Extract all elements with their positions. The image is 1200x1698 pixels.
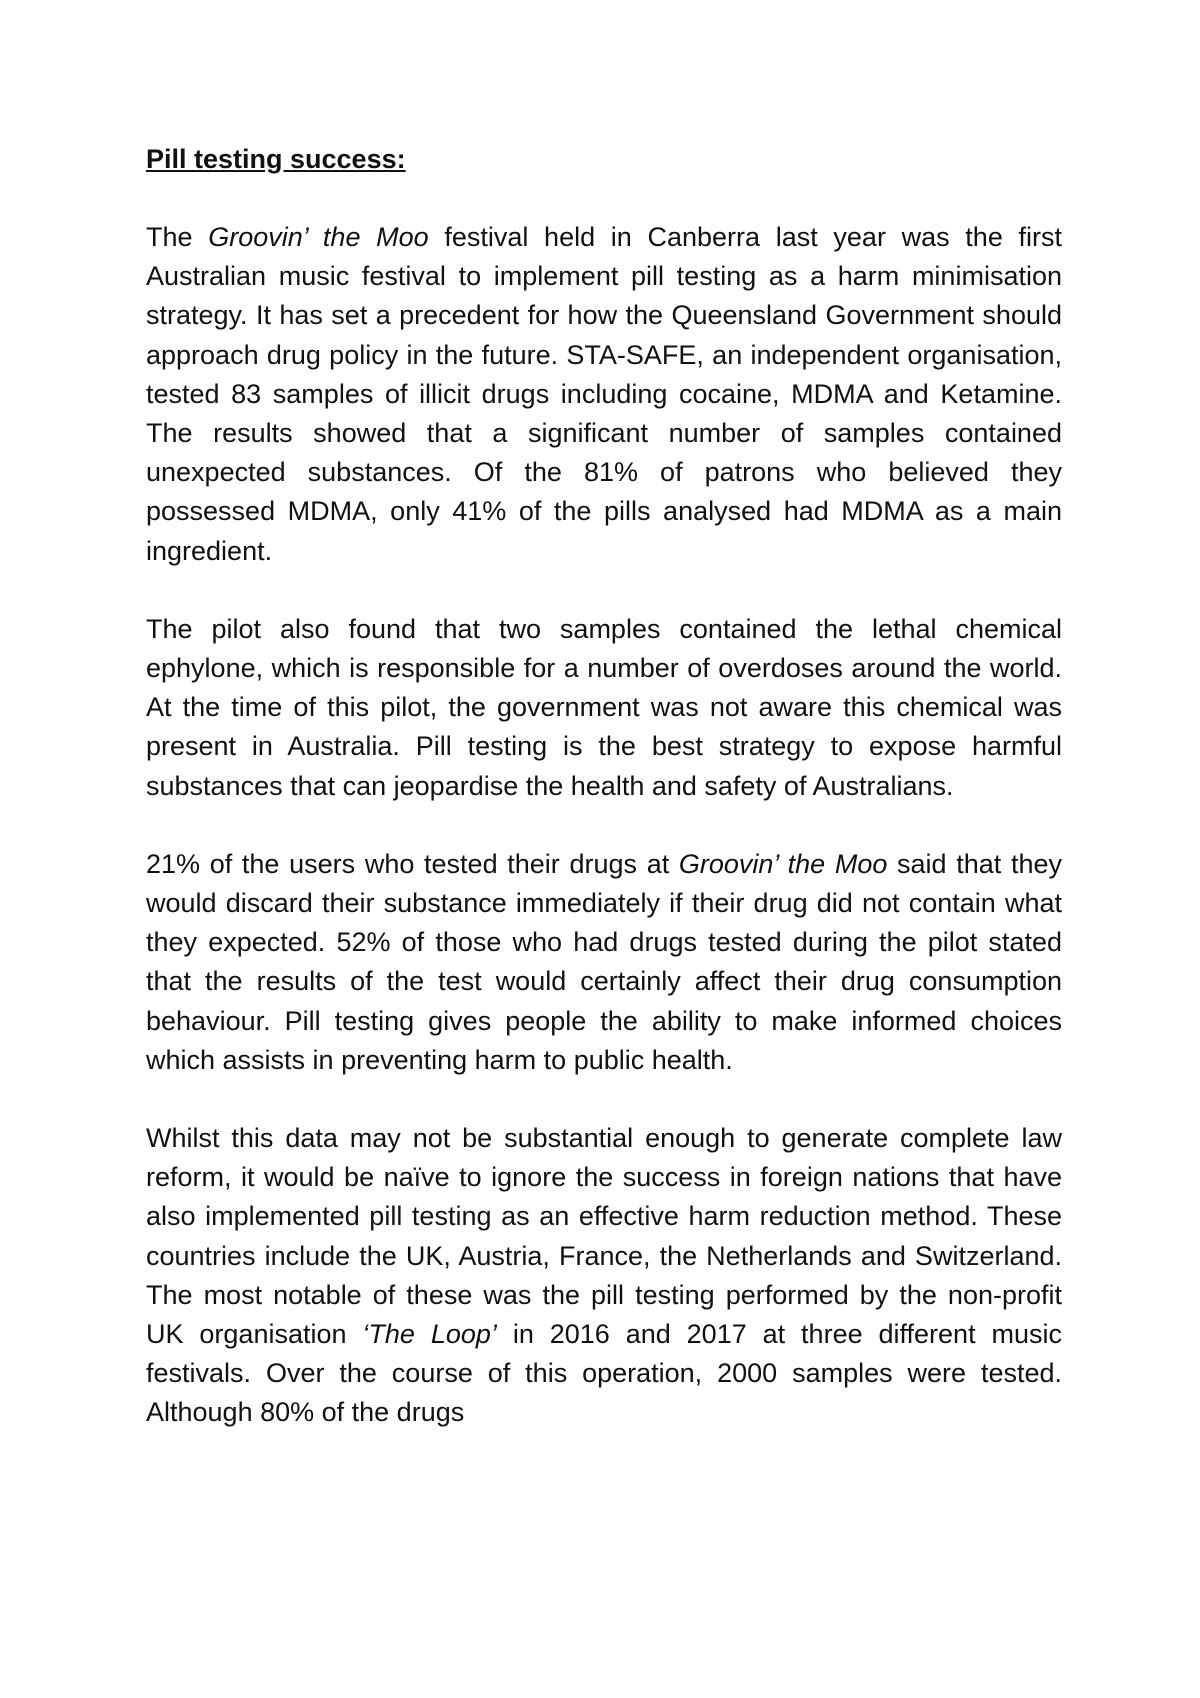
paragraph-1 xyxy=(146,218,1062,571)
p4-text-c: in 2016 and 2017 at three different music festivals. Over the course of this operation, 2000 samples were tested. Although 80% of the drugs xyxy=(146,1319,1062,1428)
p4-organisation-name: ‘The Loop’ xyxy=(362,1319,497,1350)
p3-text-a: 21% of the users who tested their drugs at xyxy=(146,848,679,879)
p3-festival-name: Groovin’ the Moo xyxy=(678,848,888,879)
p1-festival-name: Groovin’ the Moo xyxy=(208,222,429,252)
page-heading: Pill testing success: xyxy=(146,144,406,174)
document-page xyxy=(146,140,1062,1433)
paragraph-2: The pilot also found that two samples contained the lethal chemical ephylone, which is responsible for a number of overdoses around the world. At the time of this pilot, the government was not aware this chemical was present in Australia. Pill testing is the best strategy to expose harmful substances that can jeopardise the health and safety of Australians. xyxy=(146,613,1062,801)
paragraph-4 xyxy=(146,1119,1062,1433)
p1-text-c: festival held in Canberra last year was the first Australian music festival to implement pill testing as a harm minimisation strategy. It has set a precedent for how the Queensland Government should approach drug policy in the future. STA-SAFE, an independent organisation, tested 83 samples of illicit drugs including cocaine, MDMA and Ketamine. The results showed that a significant number of samples contained unexpected substances. Of the 81% of patrons who believed they possessed MDMA, only 41% of the pills analysed had MDMA as a main ingredient. xyxy=(146,222,1063,566)
paragraph-3 xyxy=(146,845,1062,1080)
p3-text-c: said that they would discard their substance immediately if their drug did not contain what they expected. 52% of those who had drugs tested during the pilot stated that the results of the test would certainly affect their drug consumption behaviour. Pill testing gives people the ability to make informed choices which assists in preventing harm to public health. xyxy=(146,848,1062,1075)
p1-text-a: The xyxy=(146,222,209,252)
p4-text-a: Whilst this data may not be substantial enough to generate complete law reform, it would be naïve to ignore the success in foreign nations that have also implemented pill testing as an effective harm reduction method. These countries include the UK, Austria, France, the Netherlands and Switzerland. The most notable of these was the pill testing performed by the non-profit UK organisation xyxy=(146,1123,1062,1350)
